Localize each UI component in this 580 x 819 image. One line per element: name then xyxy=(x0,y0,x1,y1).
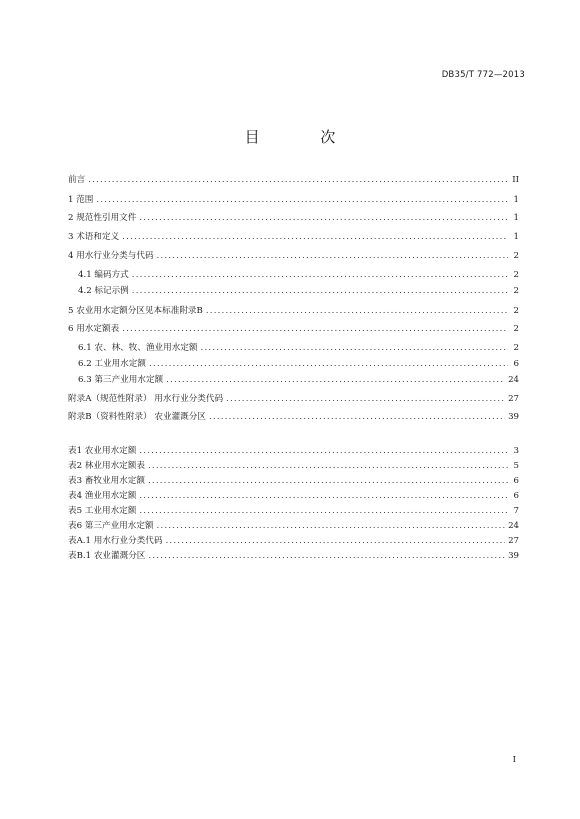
toc-entry-label: 4 用水行业分类与代码 xyxy=(68,251,154,261)
table-entry-label: 表6 第三产业用水定额 xyxy=(68,521,154,531)
toc-entry-industry-quota[interactable] xyxy=(78,357,519,371)
document-code: DB35/T 772—2013 xyxy=(441,70,525,80)
toc-entry-page: 6 xyxy=(513,359,519,369)
table-entry-page: 6 xyxy=(513,476,519,486)
dot-leader xyxy=(96,193,508,207)
table-entry-page: 3 xyxy=(513,446,519,456)
toc-entry-label: 前言 xyxy=(68,175,86,185)
dot-leader xyxy=(139,444,508,458)
toc-entry-page: 27 xyxy=(508,394,519,404)
table-entry-3[interactable] xyxy=(68,474,519,488)
dot-leader xyxy=(148,474,508,488)
toc-entry-label: 4.1 编码方式 xyxy=(78,270,129,280)
page-title: 目 次 xyxy=(244,128,364,146)
dot-leader xyxy=(132,284,508,298)
dot-leader xyxy=(148,549,505,563)
page-number: I xyxy=(512,755,516,765)
dot-leader xyxy=(166,373,505,387)
toc-entry-normative-refs[interactable] xyxy=(68,211,519,225)
toc-entry-coding[interactable] xyxy=(78,268,519,282)
dot-leader xyxy=(206,304,508,318)
toc-entry-appendix-b[interactable] xyxy=(68,410,519,424)
toc-entry-page: 1 xyxy=(513,232,519,242)
table-entry-6[interactable] xyxy=(68,519,519,533)
toc-entry-label: 5 农业用水定额分区见本标准附录B xyxy=(68,306,203,316)
toc-entry-label: 6 用水定额表 xyxy=(68,324,120,334)
toc-entry-classification[interactable] xyxy=(68,249,519,263)
dot-leader xyxy=(157,519,506,533)
table-entry-2[interactable] xyxy=(68,459,519,473)
toc-entry-page: 24 xyxy=(508,375,519,385)
toc-entry-page: 39 xyxy=(508,412,519,422)
dot-leader xyxy=(165,534,505,548)
dot-leader xyxy=(157,249,508,263)
table-entry-label: 表A.1 用水行业分类代码 xyxy=(68,536,163,546)
toc-entry-page: 2 xyxy=(513,306,519,316)
toc-entry-marking[interactable] xyxy=(78,284,519,298)
dot-leader xyxy=(209,410,505,424)
dot-leader xyxy=(139,489,508,503)
table-entry-page: 7 xyxy=(513,506,519,516)
toc-entry-page: 2 xyxy=(513,286,519,296)
table-entry-label: 表B.1 农业灌溉分区 xyxy=(68,551,146,561)
toc-entry-page: 2 xyxy=(513,251,519,261)
toc-entry-label: 4.2 标记示例 xyxy=(78,286,129,296)
toc-entry-scope[interactable] xyxy=(68,193,519,207)
toc-entry-label: 6.2 工业用水定额 xyxy=(78,359,146,369)
dot-leader xyxy=(226,392,505,406)
table-entry-page: 27 xyxy=(508,536,519,546)
toc-entry-agri-quota[interactable] xyxy=(78,341,519,355)
dot-leader xyxy=(122,230,508,244)
dot-leader xyxy=(201,341,508,355)
dot-leader xyxy=(149,357,508,371)
toc-entry-tertiary-quota[interactable] xyxy=(78,373,519,387)
dot-leader xyxy=(139,504,508,518)
toc-entry-label: 2 规范性引用文件 xyxy=(68,213,137,223)
table-entry-1[interactable] xyxy=(68,444,519,458)
dot-leader xyxy=(122,322,508,336)
table-entry-page: 39 xyxy=(508,551,519,561)
dot-leader xyxy=(139,211,508,225)
table-entry-b1[interactable] xyxy=(68,549,519,563)
dot-leader xyxy=(88,173,508,187)
toc-entry-page: 2 xyxy=(513,343,519,353)
toc-entry-label: 附录B（资料性附录） 农业灌溉分区 xyxy=(68,412,206,422)
table-entry-label: 表5 工业用水定额 xyxy=(68,506,137,516)
toc-entry-page: 1 xyxy=(513,213,519,223)
toc-entry-quota-table[interactable] xyxy=(68,322,519,336)
toc-entry-terms[interactable] xyxy=(68,230,519,244)
table-entry-5[interactable] xyxy=(68,504,519,518)
table-entry-page: 24 xyxy=(508,521,519,531)
dot-leader xyxy=(132,268,508,282)
table-entry-label: 表1 农业用水定额 xyxy=(68,446,137,456)
table-entry-page: 6 xyxy=(513,491,519,501)
table-entry-page: 5 xyxy=(513,461,519,471)
table-entry-label: 表4 渔业用水定额 xyxy=(68,491,137,501)
toc-entry-preface[interactable] xyxy=(68,173,519,187)
toc-entry-page: 2 xyxy=(513,270,519,280)
toc-entry-label: 1 范围 xyxy=(68,195,94,205)
toc-entry-appendix-a[interactable] xyxy=(68,392,519,406)
table-entry-label: 表2 林业用水定额表 xyxy=(68,461,145,471)
toc-entry-page: 1 xyxy=(513,195,519,205)
toc-entry-label: 附录A（规范性附录） 用水行业分类代码 xyxy=(68,394,224,404)
dot-leader xyxy=(148,459,508,473)
toc-entry-page: II xyxy=(512,175,519,185)
toc-entry-page: 2 xyxy=(513,324,519,334)
toc-entry-zoning[interactable] xyxy=(68,304,519,318)
toc-entry-label: 6.3 第三产业用水定额 xyxy=(78,375,164,385)
table-entry-a1[interactable] xyxy=(68,534,519,548)
toc-entry-label: 6.1 农、林、牧、渔业用水定额 xyxy=(78,343,198,353)
toc-entry-label: 3 术语和定义 xyxy=(68,232,120,242)
table-entry-label: 表3 畜牧业用水定额 xyxy=(68,476,145,486)
table-entry-4[interactable] xyxy=(68,489,519,503)
